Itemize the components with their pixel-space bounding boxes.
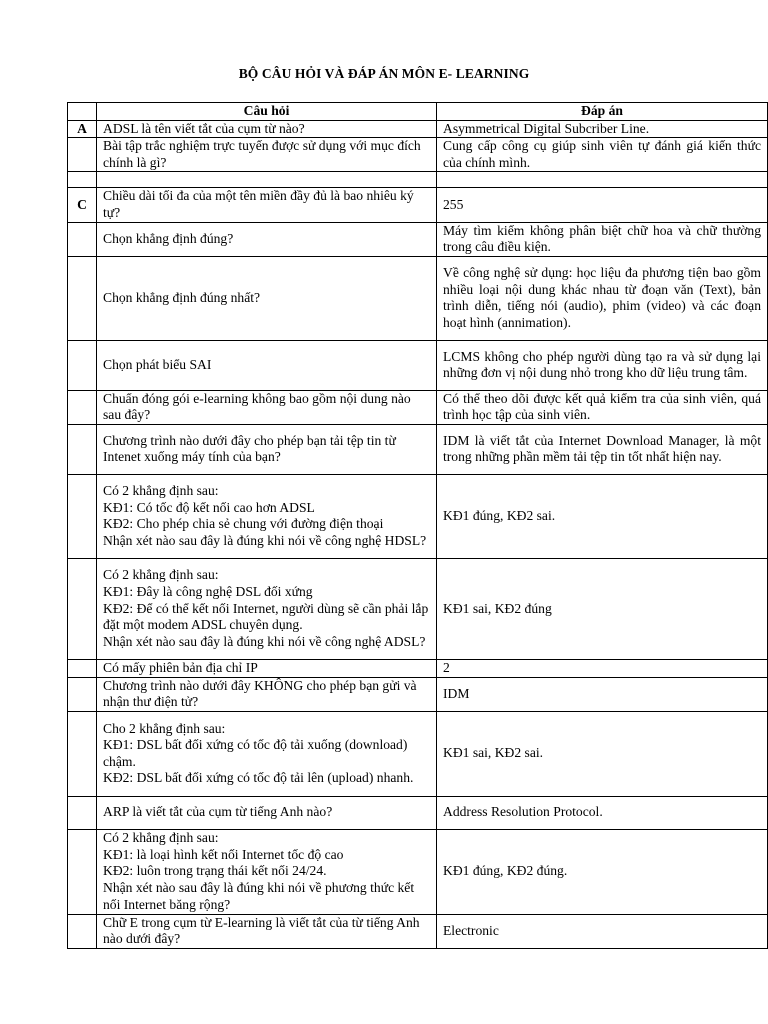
- section-label: C: [68, 188, 97, 222]
- qa-table: [67, 102, 768, 949]
- answer-cell: IDM: [437, 677, 768, 711]
- question-header: Câu hỏi: [97, 103, 437, 121]
- question-cell: Có 2 khẳng định sau: KĐ1: Đây là công nghệ DSL đối xứng KĐ2: Để có thể kết nối Internet, người dùng sẽ cần phải lắp đặt một modem ADSL chuyên dụng. Nhận xét nào sau đây là đúng khi nói về công nghệ ADSL?: [97, 558, 437, 659]
- table-row: [68, 558, 768, 659]
- question-cell: Chọn khẳng định đúng?: [97, 222, 437, 256]
- table-row: [68, 677, 768, 711]
- question-cell: Chuẩn đóng gói e-learning không bao gồm nội dung nào sau đây?: [97, 390, 437, 424]
- answer-cell: LCMS không cho phép người dùng tạo ra và sử dụng lại những đơn vị nội dung nhỏ trong kho dữ liệu trung tâm.: [437, 340, 768, 390]
- question-cell: Chọn khẳng định đúng nhất?: [97, 256, 437, 340]
- table-row: [68, 914, 768, 948]
- answer-cell: Có thể theo dõi được kết quả kiểm tra của sinh viên, quá trình học tập của sinh viên.: [437, 390, 768, 424]
- answer-cell: KĐ1 đúng, KĐ2 sai.: [437, 474, 768, 558]
- question-cell: ADSL là tên viết tắt của cụm từ nào?: [97, 120, 437, 138]
- section-label: [68, 796, 97, 829]
- section-label: [68, 474, 97, 558]
- question-cell: ARP là viết tắt của cụm từ tiếng Anh nào?: [97, 796, 437, 829]
- question-cell: [97, 172, 437, 188]
- answer-cell: KĐ1 đúng, KĐ2 đúng.: [437, 829, 768, 914]
- section-label: [68, 558, 97, 659]
- table-row: [68, 188, 768, 222]
- table-row: [68, 659, 768, 677]
- section-label: [68, 222, 97, 256]
- answer-cell: Cung cấp công cụ giúp sinh viên tự đánh giá kiến thức của chính mình.: [437, 138, 768, 172]
- question-cell: Chiều dài tối đa của một tên miền đầy đủ là bao nhiêu ký tự?: [97, 188, 437, 222]
- question-cell: Bài tập trắc nghiệm trực tuyến được sử dụng với mục đích chính là gì?: [97, 138, 437, 172]
- answer-cell: Electronic: [437, 914, 768, 948]
- answer-cell: 255: [437, 188, 768, 222]
- question-cell: Có 2 khẳng định sau: KĐ1: Có tốc độ kết nối cao hơn ADSL KĐ2: Cho phép chia sẻ chung với đường điện thoại Nhận xét nào sau đây là đúng khi nói về công nghệ HDSL?: [97, 474, 437, 558]
- section-label: [68, 711, 97, 796]
- answer-cell: Asymmetrical Digital Subcriber Line.: [437, 120, 768, 138]
- question-cell: Có mấy phiên bản địa chỉ IP: [97, 659, 437, 677]
- question-cell: Có 2 khẳng định sau: KĐ1: là loại hình kết nối Internet tốc độ cao KĐ2: luôn trong trạng thái kết nối 24/24. Nhận xét nào sau đây là đúng khi nói về phương thức kết nối Internet băng rộng?: [97, 829, 437, 914]
- question-cell: Chương trình nào dưới đây cho phép bạn tải tệp tin từ Intenet xuống máy tính của bạn?: [97, 424, 437, 474]
- table-row: [68, 796, 768, 829]
- section-label: [68, 829, 97, 914]
- answer-cell: Về công nghệ sử dụng: học liệu đa phương tiện bao gồm nhiều loại nội dung khác nhau từ đoạn văn (Text), bản trình diễn, tiếng nói (audio), phim (video) và các đoạn hoạt hình (annimation).: [437, 256, 768, 340]
- table-row: [68, 256, 768, 340]
- answer-cell: Máy tìm kiếm không phân biệt chữ hoa và chữ thường trong câu điều kiện.: [437, 222, 768, 256]
- section-label: [68, 256, 97, 340]
- table-row: [68, 390, 768, 424]
- answer-cell: KĐ1 sai, KĐ2 sai.: [437, 711, 768, 796]
- answer-cell: 2: [437, 659, 768, 677]
- table-row: [68, 474, 768, 558]
- table-row: [68, 424, 768, 474]
- section-label: [68, 340, 97, 390]
- document-title: BỘ CÂU HỎI VÀ ĐÁP ÁN MÔN E- LEARNING: [238, 66, 530, 81]
- section-label: [68, 172, 97, 188]
- section-label: [68, 390, 97, 424]
- answer-header: Đáp án: [437, 103, 768, 121]
- question-cell: Chữ E trong cụm từ E-learning là viết tắt của từ tiếng Anh nào dưới đây?: [97, 914, 437, 948]
- section-label: [68, 424, 97, 474]
- answer-cell: IDM là viết tắt của Internet Download Manager, là một trong những phần mềm tải tệp tin tốt nhất hiện nay.: [437, 424, 768, 474]
- table-row: [68, 172, 768, 188]
- table-row: [68, 120, 768, 138]
- answer-cell: [437, 172, 768, 188]
- section-header: [68, 103, 97, 121]
- answer-cell: Address Resolution Protocol.: [437, 796, 768, 829]
- table-row: [68, 340, 768, 390]
- table-row: [68, 711, 768, 796]
- section-label: [68, 914, 97, 948]
- table-header-row: [68, 103, 768, 121]
- question-cell: Chọn phát biểu SAI: [97, 340, 437, 390]
- section-label: [68, 659, 97, 677]
- question-cell: Chương trình nào dưới đây KHÔNG cho phép bạn gửi và nhận thư điện tử?: [97, 677, 437, 711]
- question-cell: Cho 2 khẳng định sau: KĐ1: DSL bất đối xứng có tốc độ tải xuống (download) chậm. KĐ2: DSL bất đối xứng có tốc độ tải lên (upload) nhanh.: [97, 711, 437, 796]
- table-row: [68, 138, 768, 172]
- section-label: [68, 677, 97, 711]
- table-row: [68, 222, 768, 256]
- answer-cell: KĐ1 sai, KĐ2 đúng: [437, 558, 768, 659]
- section-label: A: [68, 120, 97, 138]
- table-row: [68, 829, 768, 914]
- section-label: [68, 138, 97, 172]
